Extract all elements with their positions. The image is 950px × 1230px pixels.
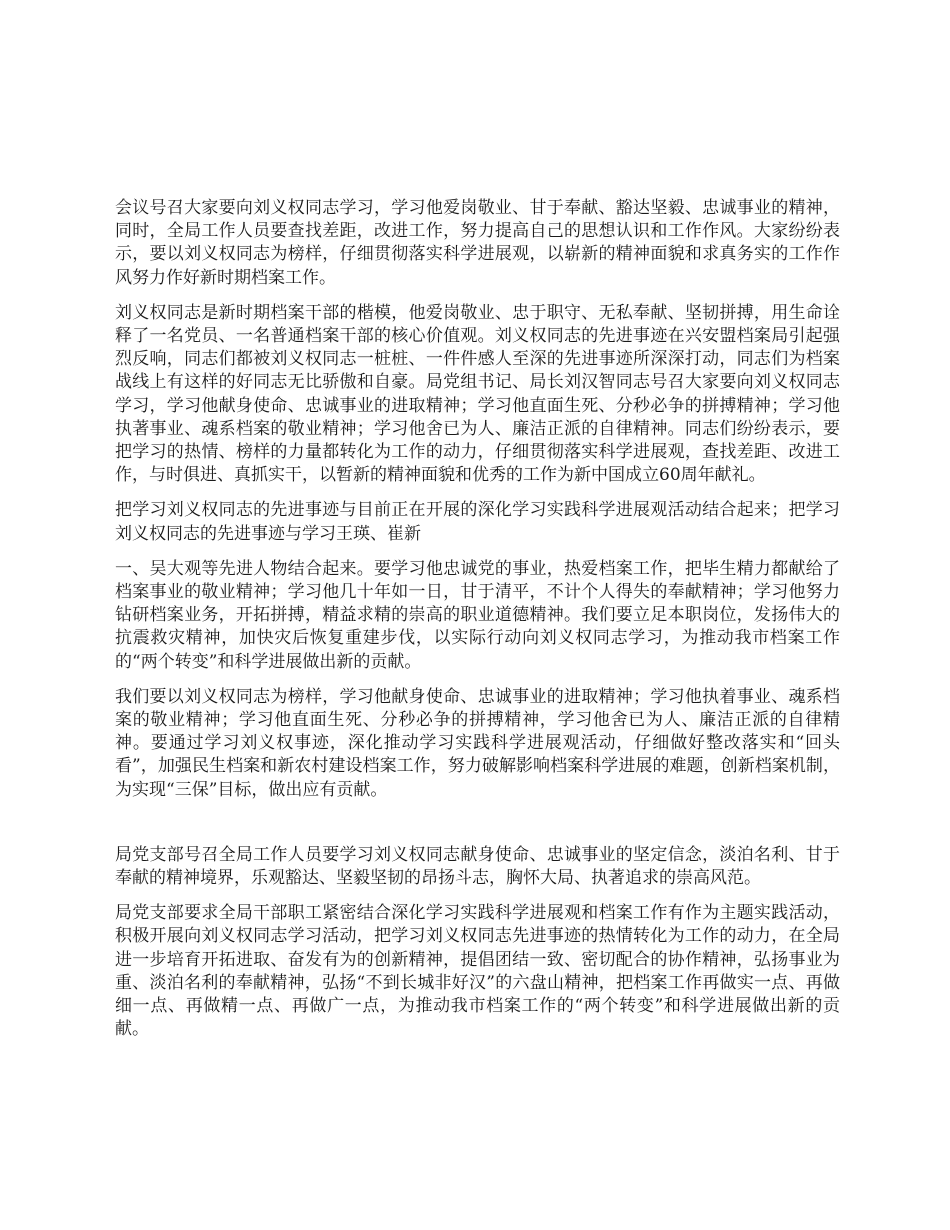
section-spacer (115, 814, 840, 844)
paragraph: 局党支部号召全局工作人员要学习刘义权同志献身使命、忠诚事业的坚定信念，淡泊名利、甘于奉献的精神境界，乐观豁达、坚毅坚韧的昂扬斗志，胸怀大局、执著追求的崇高风范。 (115, 844, 840, 889)
paragraph: 会议号召大家要向刘义权同志学习，学习他爱岗敬业、甘于奉献、豁达坚毅、忠诚事业的精神，同时，全局工作人员要查找差距，改进工作，努力提高自己的思想认识和工作作风。大家纷纷表示，要以刘义权同志为榜样，仔细贯彻落实科学进展观，以崭新的精神面貌和求真务实的工作作风努力作好新时期档案工作。 (115, 198, 840, 288)
paragraph: 一、吴大观等先进人物结合起来。要学习他忠诚党的事业，热爱档案工作，把毕生精力都献给了档案事业的敬业精神；学习他几十年如一日，甘于清平，不计个人得失的奉献精神；学习他努力钻研档案业务，开拓拼搏，精益求精的崇高的职业道德精神。我们要立足本职岗位，发扬伟大的抗震救灾精神，加快灾后恢复重建步伐，以实际行动向刘义权同志学习，为推动我市档案工作的“两个转变”和科学进展做出新的贡献。 (115, 558, 840, 672)
paragraph: 我们要以刘义权同志为榜样，学习他献身使命、忠诚事业的进取精神；学习他执着事业、魂系档案的敬业精神；学习他直面生死、分秒必争的拼搏精神，学习他舍已为人、廉洁正派的自律精神。要通过学习刘义权事迹，深化推动学习实践科学进展观活动，仔细做好整改落实和“回头看”，加强民生档案和新农村建设档案工作，努力破解影响档案科学进展的难题，创新档案机制，为实现“三保”目标，做出应有贡献。 (115, 686, 840, 800)
paragraph: 局党支部要求全局干部职工紧密结合深化学习实践科学进展观和档案工作有作为主题实践活动，积极开展向刘义权同志学习活动，把学习刘义权同志先进事迹的热情转化为工作的动力，在全局进一步培育开拓进取、奋发有为的创新精神，提倡团结一致、密切配合的协作精神，弘扬事业为重、淡泊名利的奉献精神，弘扬“不到长城非好汉”的六盘山精神，把档案工作再做实一点、再做细一点、再做精一点、再做广一点，为推动我市档案工作的“两个转变”和科学进展做出新的贡献。 (115, 903, 840, 1040)
document-body (115, 197, 840, 1054)
paragraph: 把学习刘义权同志的先进事迹与目前正在开展的深化学习实践科学进展观活动结合起来；把学习刘义权同志的先进事迹与学习王瑛、崔新 (115, 500, 840, 544)
paragraph: 刘义权同志是新时期档案干部的楷模，他爱岗敬业、忠于职守、无私奉献、坚韧拼搏，用生命诠释了一名党员、一名普通档案干部的核心价值观。刘义权同志的先进事迹在兴安盟档案局引起强烈反响，同志们都被刘义权同志一桩桩、一件件感人至深的先进事迹所深深打动，同志们为档案战线上有这样的好同志无比骄傲和自豪。局党组书记、局长刘汉智同志号召大家要向刘义权同志学习，学习他献身使命、忠诚事业的进取精神；学习他直面生死、分秒必争的拼搏精神；学习他执著事业、魂系档案的敬业精神；学习他舍已为人、廉洁正派的自律精神。同志们纷纷表示，要把学习的热情、榜样的力量都转化为工作的动力，仔细贯彻落实科学进展观，查找差距、改进工作，与时俱进、真抓实干，以暂新的精神面貌和优秀的工作为新中国成立60周年献礼。 (115, 302, 840, 486)
